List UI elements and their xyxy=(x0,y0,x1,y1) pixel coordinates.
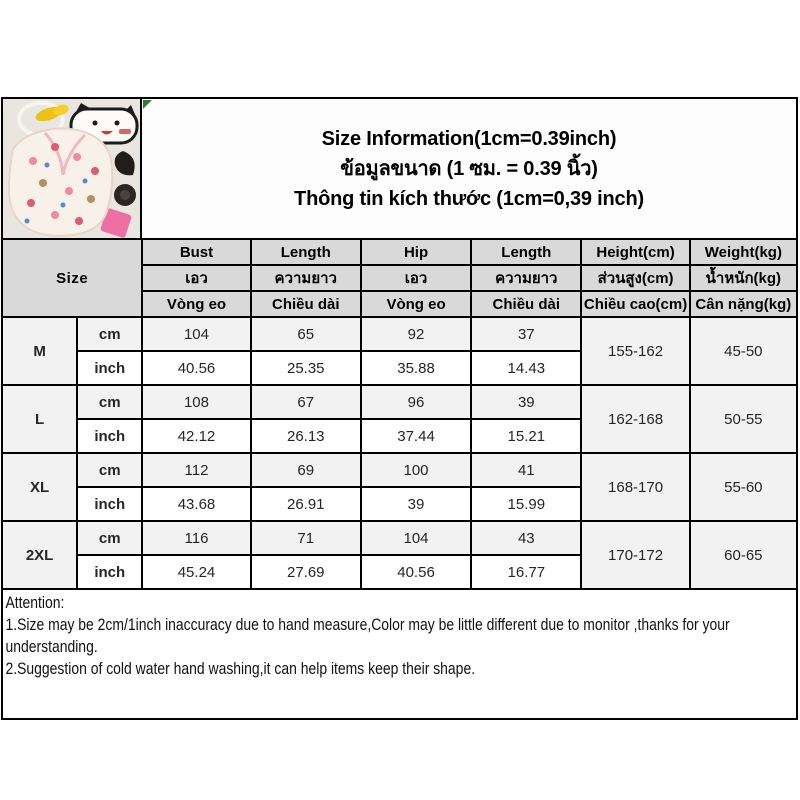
cell-value: 69 xyxy=(251,453,361,487)
cell-value: 92 xyxy=(361,317,471,351)
col-header-bust: Bust xyxy=(142,239,250,265)
unit-inch: inch xyxy=(77,351,142,385)
header-row-en xyxy=(2,239,797,265)
size-header: Size xyxy=(2,239,142,317)
cell-value: 104 xyxy=(361,521,471,555)
col-header-hip: Hip xyxy=(361,239,471,265)
col-header-bust-vi: Vòng eo xyxy=(142,291,250,317)
row-l-cm xyxy=(2,385,797,419)
attention-line: 2.Suggestion of cold water hand washing,it can help items keep their shape. xyxy=(5,659,476,678)
size-label-l: L xyxy=(2,385,77,453)
row-2xl-cm xyxy=(2,521,797,555)
cell-value: 16.77 xyxy=(471,555,581,589)
title-en: Size Information(1cm=0.39inch) xyxy=(321,127,617,150)
cell-value: 37 xyxy=(471,317,581,351)
cell-value: 26.91 xyxy=(251,487,361,521)
title-th: ข้อมูลขนาด (1 ซม. = 0.39 นิ้ว) xyxy=(340,157,598,180)
weight-range-2xl: 60-65 xyxy=(690,521,797,589)
cell-value: 25.35 xyxy=(251,351,361,385)
height-range-m: 155-162 xyxy=(581,317,689,385)
cell-value: 43 xyxy=(471,521,581,555)
col-header-length: Length xyxy=(251,239,361,265)
unit-inch: inch xyxy=(77,419,142,453)
cell-value: 15.99 xyxy=(471,487,581,521)
col-header-length2: Length xyxy=(471,239,581,265)
weight-range-l: 50-55 xyxy=(690,385,797,453)
cell-value: 39 xyxy=(361,487,471,521)
top-row xyxy=(1,97,798,240)
cell-value: 40.56 xyxy=(361,555,471,589)
attention-line: 1.Size may be 2cm/1inch inaccuracy due to hand measure,Color may be little different due to monitor ,thanks for your xyxy=(5,615,730,634)
size-label-xl: XL xyxy=(2,453,77,521)
cell-value: 45.24 xyxy=(142,555,250,589)
cell-value: 40.56 xyxy=(142,351,250,385)
attention-box xyxy=(1,588,798,720)
cell-value: 71 xyxy=(251,521,361,555)
title-cell xyxy=(142,99,796,238)
col-header-height: Height(cm) xyxy=(581,239,689,265)
height-range-2xl: 170-172 xyxy=(581,521,689,589)
title-vi: Thông tin kích thước (1cm=0,39 inch) xyxy=(294,187,644,210)
cell-value: 65 xyxy=(251,317,361,351)
unit-inch: inch xyxy=(77,555,142,589)
col-header-weight-vi: Cân nặng(kg) xyxy=(690,291,797,317)
cell-value: 67 xyxy=(251,385,361,419)
col-header-hip-th: เอว xyxy=(361,265,471,291)
green-corner-marker xyxy=(143,100,152,109)
cell-value: 15.21 xyxy=(471,419,581,453)
col-header-height-vi: Chiều cao(cm) xyxy=(581,291,689,317)
col-header-length-vi: Chiều dài xyxy=(251,291,361,317)
row-xl-cm xyxy=(2,453,797,487)
cell-value: 96 xyxy=(361,385,471,419)
col-header-length2-th: ความยาว xyxy=(471,265,581,291)
cell-value: 39 xyxy=(471,385,581,419)
cell-value: 35.88 xyxy=(361,351,471,385)
attention-text xyxy=(3,590,798,680)
cell-value: 14.43 xyxy=(471,351,581,385)
weight-range-m: 45-50 xyxy=(690,317,797,385)
height-range-l: 162-168 xyxy=(581,385,689,453)
unit-inch: inch xyxy=(77,487,142,521)
attention-line: understanding. xyxy=(5,637,98,656)
size-chart-sheet xyxy=(1,97,798,720)
unit-cm: cm xyxy=(77,385,142,419)
weight-range-xl: 55-60 xyxy=(690,453,797,521)
col-header-height-th: ส่วนสูง(cm) xyxy=(581,265,689,291)
cell-value: 116 xyxy=(142,521,250,555)
col-header-weight: Weight(kg) xyxy=(690,239,797,265)
cell-value: 26.13 xyxy=(251,419,361,453)
row-m-cm xyxy=(2,317,797,351)
cell-value: 27.69 xyxy=(251,555,361,589)
unit-cm: cm xyxy=(77,453,142,487)
cell-value: 108 xyxy=(142,385,250,419)
product-photo xyxy=(3,99,142,238)
cell-value: 104 xyxy=(142,317,250,351)
size-label-m: M xyxy=(2,317,77,385)
col-header-length-th: ความยาว xyxy=(251,265,361,291)
cell-value: 100 xyxy=(361,453,471,487)
cell-value: 37.44 xyxy=(361,419,471,453)
cell-value: 43.68 xyxy=(142,487,250,521)
col-header-weight-th: น้ำหนัก(kg) xyxy=(690,265,797,291)
size-table xyxy=(1,238,798,590)
unit-cm: cm xyxy=(77,317,142,351)
cell-value: 112 xyxy=(142,453,250,487)
col-header-hip-vi: Vòng eo xyxy=(361,291,471,317)
col-header-bust-th: เอว xyxy=(142,265,250,291)
height-range-xl: 168-170 xyxy=(581,453,689,521)
product-photo-illustration xyxy=(3,99,140,238)
attention-line: Attention: xyxy=(5,593,65,612)
cell-value: 41 xyxy=(471,453,581,487)
size-label-2xl: 2XL xyxy=(2,521,77,589)
unit-cm: cm xyxy=(77,521,142,555)
col-header-length2-vi: Chiều dài xyxy=(471,291,581,317)
cell-value: 42.12 xyxy=(142,419,250,453)
shirt-shape xyxy=(9,128,113,235)
